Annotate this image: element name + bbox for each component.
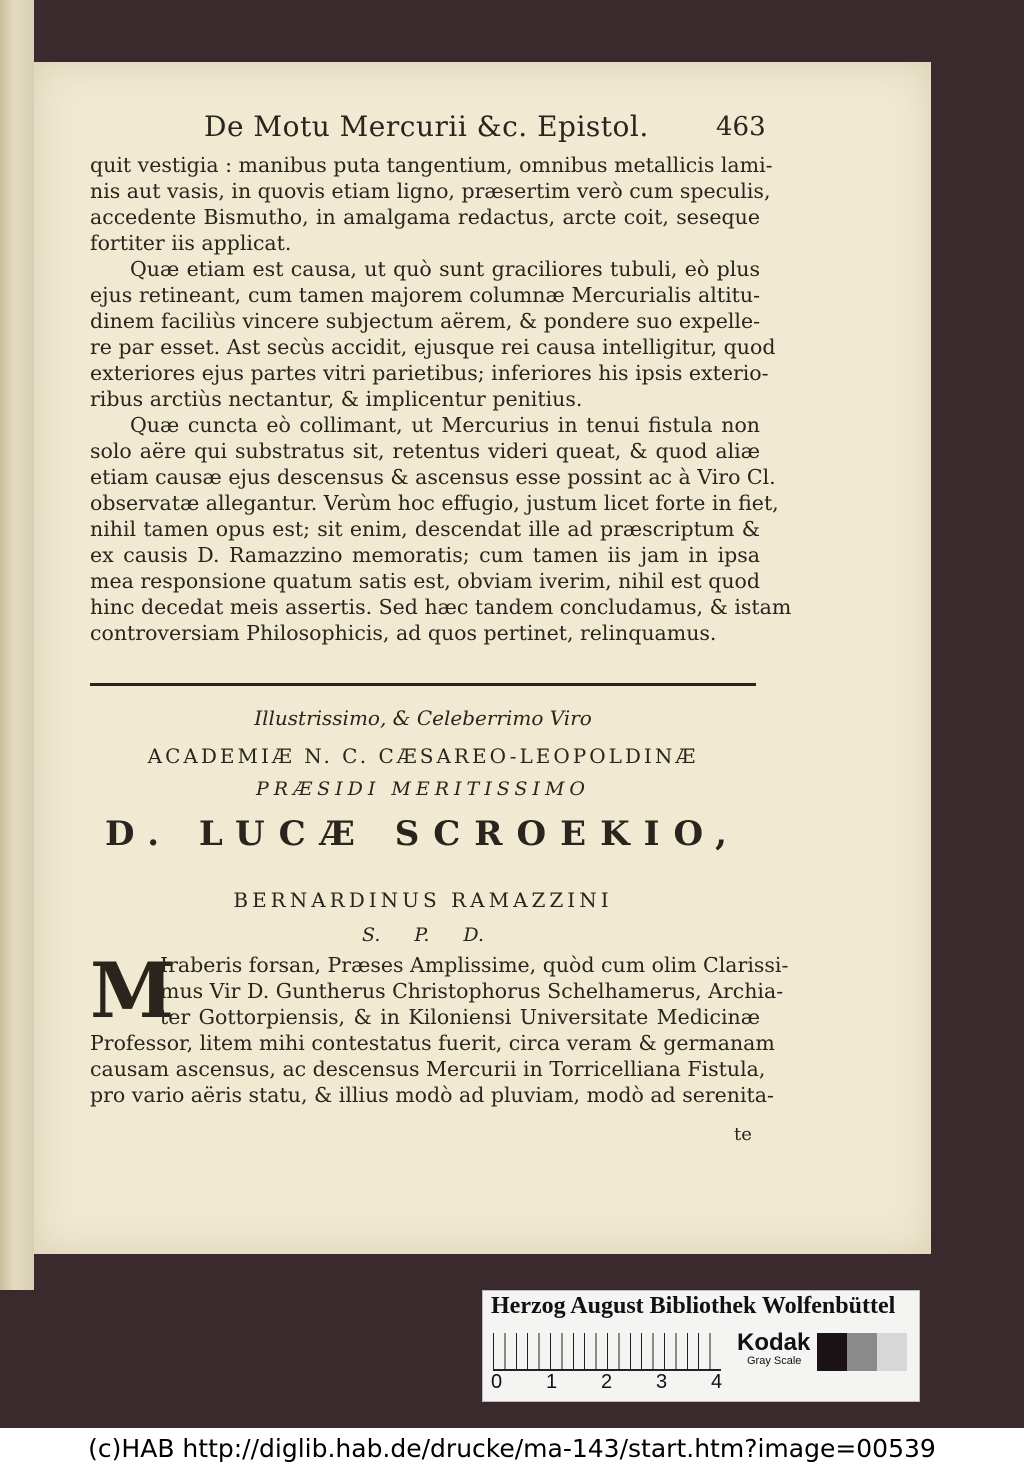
section-divider xyxy=(90,683,756,686)
text-line: hinc decedat meis assertis. Sed hæc tandem concludamus, & istam xyxy=(90,595,792,619)
text-line: solo aëre qui substratus sit, retentus videri queat, & quod aliæ xyxy=(90,439,760,463)
text-line: Professor, litem mihi contestatus fuerit, circa veram & germanam xyxy=(90,1031,775,1055)
scale-ruler xyxy=(493,1333,721,1371)
text-line: ribus arctiùs nectantur, & implicentur penitius. xyxy=(90,387,583,411)
text-line: quit vestigia : manibus puta tangentium, omnibus metallicis lami- xyxy=(90,153,773,177)
text-line: ex causis D. Ramazzino memoratis; cum tamen iis jam in ipsa xyxy=(90,543,760,567)
text-line: accedente Bismutho, in amalgama redactus, arcte coit, seseque xyxy=(90,205,760,229)
recipient-name: D. LUCÆ SCROEKIO, xyxy=(104,814,742,854)
scale-number: 0 xyxy=(491,1371,503,1393)
footer-url: (c)HAB http://diglib.hab.de/drucke/ma-143/start.htm?image=00539 xyxy=(0,1428,1024,1470)
book-page xyxy=(34,62,931,1254)
drop-cap: M xyxy=(90,946,175,1035)
text-line: exteriores ejus partes vitri parietibus; inferiores his ipsis exterio- xyxy=(90,361,769,385)
text-line: nis aut vasis, in quovis etiam ligno, præsertim verò cum speculis, xyxy=(90,179,771,203)
text-line: pro vario aëris statu, & illius modò ad pluviam, modò ad serenita- xyxy=(90,1083,774,1107)
text-line: Iraberis forsan, Præses Amplissime, quòd cum olim Clarissi- xyxy=(160,953,789,977)
running-head: De Motu Mercurii &c. Epistol. xyxy=(204,110,649,143)
text-line: mea responsione quatum satis est, obviam iverim, nihil est quod xyxy=(90,569,760,593)
scale-number: 2 xyxy=(601,1371,613,1393)
text-line: controversiam Philosophicis, ad quos pertinet, relinquamus. xyxy=(90,621,717,645)
text-line: re par esset. Ast secùs accidit, ejusque rei causa intelligitur, quod xyxy=(90,335,776,359)
body-text xyxy=(90,152,792,646)
praesidi-heading: PRÆSIDI MERITISSIMO xyxy=(256,778,590,800)
text-line: Quæ etiam est causa, ut quò sunt graciliores tubuli, eò plus xyxy=(130,257,760,281)
text-line: fortiter iis applicat. xyxy=(90,231,292,255)
text-line: etiam causæ ejus descensus & ascensus esse possint ac à Viro Cl. xyxy=(90,465,776,489)
text-line: dinem faciliùs vincere subjectum aërem, & pondere suo expelle- xyxy=(90,309,760,333)
text-line: Quæ cuncta eò collimant, ut Mercurius in tenui fistula non xyxy=(130,413,760,437)
salutation: S. P. D. xyxy=(361,924,485,946)
text-line: ejus retineant, cum tamen majorem columnæ Mercurialis altitu- xyxy=(90,283,760,307)
text-line: mus Vir D. Guntherus Christophorus Schelhamerus, Archia- xyxy=(160,979,784,1003)
gray-swatch-light xyxy=(877,1333,907,1371)
scale-number: 1 xyxy=(546,1371,558,1393)
text-line: nihil tamen opus est; sit enim, descendat ille ad præscriptum & xyxy=(90,517,760,541)
text-line: observatæ allegantur. Verùm hoc effugio, justum licet forte in fiet, xyxy=(90,491,779,515)
dedication-line: Illustrissimo, & Celeberrimo Viro xyxy=(254,706,592,730)
text-line: ter Gottorpiensis, & in Kiloniensi Universitate Medicinæ xyxy=(160,1005,760,1029)
gray-swatch-dark xyxy=(817,1333,847,1371)
gray-swatch-mid xyxy=(847,1333,877,1371)
scale-number: 3 xyxy=(656,1371,668,1393)
academy-heading: ACADEMIÆ N. C. CÆSAREO-LEOPOLDINÆ xyxy=(147,744,699,768)
library-name: Herzog August Bibliothek Wolfenbüttel xyxy=(491,1293,896,1319)
adjacent-page-edge xyxy=(0,0,34,1290)
catchword: te xyxy=(734,1124,752,1145)
scale-number: 4 xyxy=(711,1371,723,1393)
author-name: BERNARDINUS RAMAZZINI xyxy=(233,888,613,912)
gray-scale-label: Gray Scale xyxy=(747,1355,802,1367)
letter-text xyxy=(90,946,789,1108)
page-number: 463 xyxy=(716,112,766,142)
text-line: causam ascensus, ac descensus Mercurii in Torricelliana Fistula, xyxy=(90,1057,766,1081)
kodak-logo: Kodak xyxy=(737,1329,811,1356)
library-color-card xyxy=(482,1290,920,1402)
